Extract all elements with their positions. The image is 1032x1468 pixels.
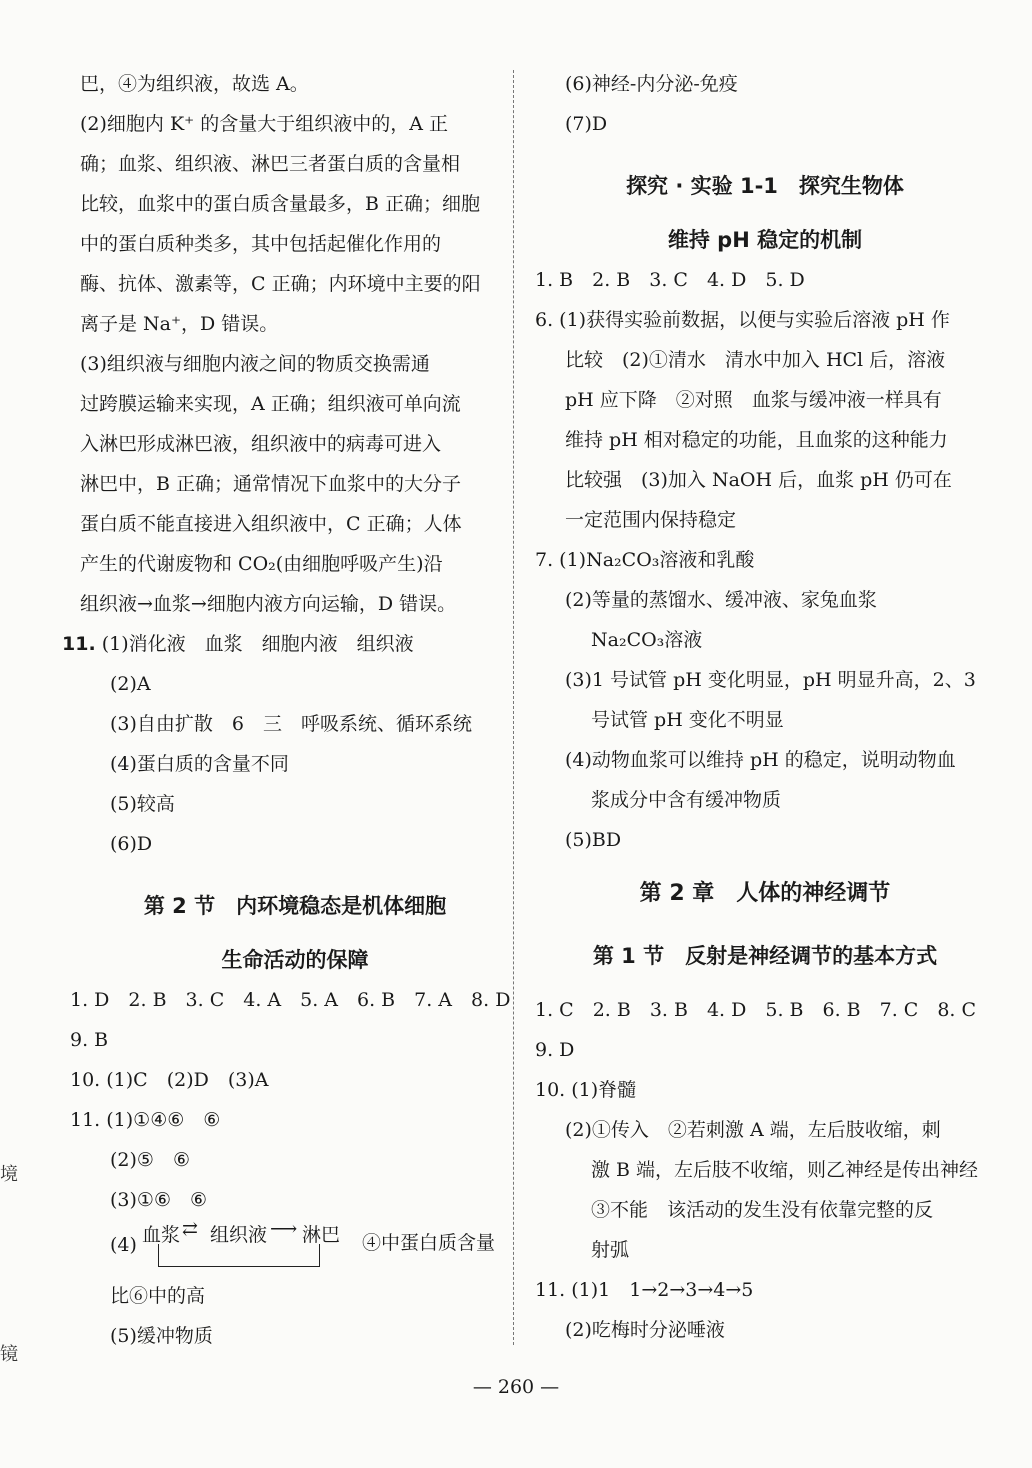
answer-line: 比较强 (3)加入 NaOH 后，血浆 pH 仍可在 xyxy=(565,469,952,491)
answer-line: 离子是 Na⁺，D 错误。 xyxy=(80,313,279,335)
answer-line: (3)①⑥ ⑥ xyxy=(110,1189,208,1211)
return-path-line xyxy=(158,1244,320,1267)
question-11 xyxy=(62,624,510,664)
edge-char: 境 xyxy=(0,1164,18,1185)
answer-line: (2)⑤ ⑥ xyxy=(110,1149,190,1171)
answer-row: 9. B xyxy=(70,1029,109,1051)
diagram-lymph: 淋巴 xyxy=(302,1224,341,1246)
answer-line: 号试管 pH 变化不明显 xyxy=(591,709,784,731)
diagram-tissue-fluid: 组织液 xyxy=(210,1224,268,1246)
answer-row: 1. C 2. B 3. B 4. D 5. B 6. B 7. C 8. C xyxy=(535,999,977,1021)
answer-line: pH 应下降 ②对照 血浆与缓冲液一样具有 xyxy=(565,389,942,411)
answer-line: (3)自由扩散 6 三 呼吸系统、循环系统 xyxy=(110,713,473,735)
answer-line: 比较 (2)①清水 清水中加入 HCl 后，溶液 xyxy=(565,349,946,371)
answer-line: (5)BD xyxy=(565,829,622,851)
answer-line: (3)1 号试管 pH 变化明显，pH 明显升高，2、3 xyxy=(565,669,976,691)
right-arrow-icon: ⟶ xyxy=(270,1218,298,1240)
answer-line: (6)D xyxy=(110,833,153,855)
answer-line: Na₂CO₃溶液 xyxy=(591,629,703,651)
answer-line: (2)A xyxy=(110,673,151,695)
answer-line: (7)D xyxy=(565,113,608,135)
answer-row: 10. (1)脊髓 xyxy=(535,1079,637,1101)
section-title: 第 2 节 内环境稳态是机体细胞 xyxy=(143,894,447,918)
section-title: 探究 · 实验 1-1 探究生物体 xyxy=(626,174,904,198)
answer-line: (2)吃梅时分泌唾液 xyxy=(565,1319,725,1341)
answer-line: 中的蛋白质种类多，其中包括起催化作用的 xyxy=(80,233,442,255)
answer-line: 浆成分中含有缓冲物质 xyxy=(591,789,782,811)
answer-row: 10. (1)C (2)D (3)A xyxy=(70,1069,269,1091)
answer-line: 产生的代谢废物和 CO₂(由细胞呼吸产生)沿 xyxy=(80,553,443,575)
answer-line: (2)等量的蒸馏水、缓冲液、家兔血浆 xyxy=(565,589,877,611)
answer-line: (5)较高 xyxy=(110,793,175,815)
section-title: 生命活动的保障 xyxy=(221,948,369,972)
answer-row: 1. B 2. B 3. C 4. D 5. D xyxy=(535,269,805,291)
right-column xyxy=(535,64,995,1350)
answer-line: 维持 pH 相对稳定的功能，且血浆的这种能力 xyxy=(565,429,948,451)
fluid-flow-diagram xyxy=(80,1220,510,1276)
answer-line: 蛋白质不能直接进入组织液中，C 正确；人体 xyxy=(80,513,462,535)
answer-line: (2)①传入 ②若刺激 A 端，左后肢收缩，刺 xyxy=(565,1119,941,1141)
answer-row: 11. (1)1 1→2→3→4→5 xyxy=(535,1279,754,1301)
answer-line: (2)细胞内 K⁺ 的含量大于组织液中的，A 正 xyxy=(80,113,448,135)
answer-line: (5)缓冲物质 xyxy=(110,1325,213,1347)
column-divider xyxy=(513,70,514,1345)
section-title: 第 1 节 反射是神经调节的基本方式 xyxy=(592,944,938,968)
diagram-suffix: ④中蛋白质含量 xyxy=(362,1232,496,1254)
answer-line: 入淋巴形成淋巴液，组织液中的病毒可进入 xyxy=(80,433,442,455)
edge-char: 镜 xyxy=(0,1344,18,1365)
answer-row: 11. (1)①④⑥ ⑥ xyxy=(70,1109,221,1131)
answer-line: (6)神经-内分泌-免疫 xyxy=(565,73,738,95)
answer-line: 比较，血浆中的蛋白质含量最多，B 正确；细胞 xyxy=(80,193,481,215)
answer-line: 射弧 xyxy=(591,1239,630,1261)
answer-line: 激 B 端，左后肢不收缩，则乙神经是传出神经 xyxy=(591,1159,979,1181)
answer-line: 酶、抗体、激素等，C 正确；内环境中主要的阳 xyxy=(80,273,481,295)
diagram-prefix: (4) xyxy=(110,1234,137,1256)
diagram-plasma: 血浆 xyxy=(142,1224,181,1246)
answer-line: 巴，④为组织液，故选 A。 xyxy=(80,73,309,95)
left-column xyxy=(62,64,511,1356)
answer-line: 确；血浆、组织液、淋巴三者蛋白质的含量相 xyxy=(80,153,461,175)
answer-row: 9. D xyxy=(535,1039,575,1061)
answer-line: ③不能 该活动的发生没有依靠完整的反 xyxy=(591,1199,934,1221)
answer-line: 一定范围内保持稳定 xyxy=(565,509,737,531)
answer-line: 过跨膜运输来实现，A 正确；组织液可单向流 xyxy=(80,393,461,415)
answer-line: (3)组织液与细胞内液之间的物质交换需通 xyxy=(80,353,430,375)
answer-line: 组织液→血浆→细胞内液方向运输，D 错误。 xyxy=(80,593,457,615)
answer-line: (4)蛋白质的含量不同 xyxy=(110,753,289,775)
double-arrow-icon: ⇄ xyxy=(182,1218,198,1240)
answer-row: 6. (1)获得实验前数据，以便与实验后溶液 pH 作 xyxy=(535,309,950,331)
answer-line: 比⑥中的高 xyxy=(110,1285,206,1307)
chapter-title: 第 2 章 人体的神经调节 xyxy=(639,881,891,906)
answer-text: (1)消化液 血浆 细胞内液 组织液 xyxy=(101,633,414,655)
answer-row: 7. (1)Na₂CO₃溶液和乳酸 xyxy=(535,549,755,571)
page-number: — 260 — xyxy=(472,1376,560,1398)
answer-row: 1. D 2. B 3. C 4. A 5. A 6. B 7. A 8. D xyxy=(70,989,511,1011)
answer-line: 淋巴中，B 正确；通常情况下血浆中的大分子 xyxy=(80,473,462,495)
question-number: 11. xyxy=(62,633,96,655)
answer-line: (4)动物血浆可以维持 pH 的稳定，说明动物血 xyxy=(565,749,956,771)
section-title: 维持 pH 稳定的机制 xyxy=(667,228,863,252)
